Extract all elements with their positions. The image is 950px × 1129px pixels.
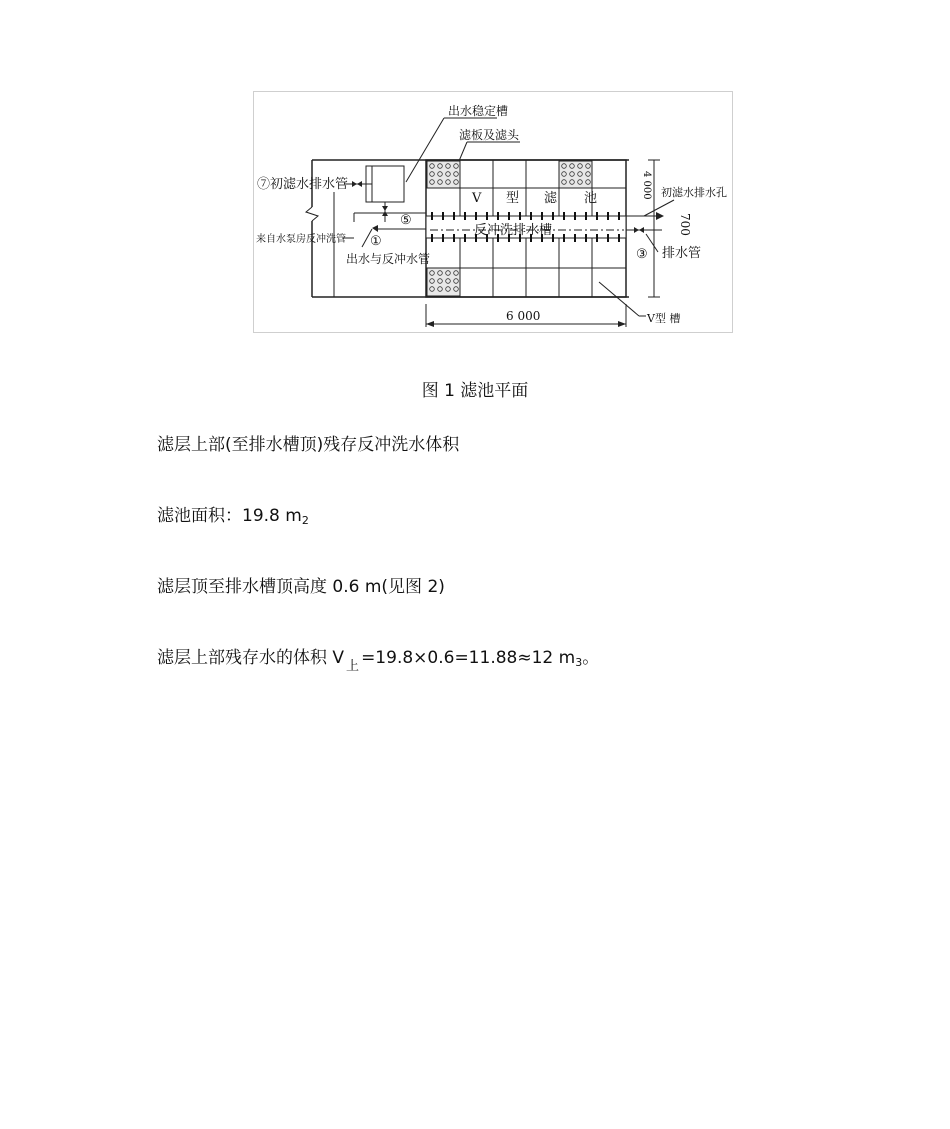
- paragraph-residual-volume: 滤层上部(至排水槽顶)残存反冲洗水体积: [157, 435, 460, 455]
- paragraph-height: 滤层顶至排水槽顶高度 0.6 m(见图 2): [157, 577, 445, 597]
- v-label: V: [472, 191, 482, 206]
- figure-caption: 图 1 滤池平面: [421, 381, 529, 401]
- paragraph-volume-calc: [157, 643, 600, 674]
- leader-line: [599, 282, 639, 316]
- stable-tank-label: 出水稳定槽: [448, 104, 509, 118]
- initial-drain-hole-label: 初滤水排水孔: [661, 186, 727, 199]
- circle-1-label: ①: [370, 234, 382, 249]
- filter-label: 滤: [544, 191, 558, 206]
- valve-icon: [382, 206, 388, 211]
- filter-plan-drawing: [254, 92, 732, 332]
- break-line: [306, 207, 318, 221]
- volume-subscript: 上: [346, 659, 360, 674]
- paragraph-filter-area: [157, 501, 309, 526]
- arrow-icon: [618, 321, 626, 327]
- filter-plate-label: 滤板及滤头: [459, 128, 520, 142]
- filter-plan-figure: [253, 91, 733, 333]
- filter-area-text: 滤池面积：19.8 m: [157, 506, 302, 526]
- dim-700-label: 700: [678, 213, 692, 236]
- dim-4000-label: 4 000: [641, 171, 652, 200]
- leader-line: [459, 142, 467, 161]
- volume-period: 。: [582, 648, 600, 668]
- volume-text: 滤层上部残存水的体积 V: [157, 648, 345, 668]
- area-unit-subscript: 2: [301, 514, 309, 527]
- pool-label: 池: [584, 191, 598, 206]
- dim-6000-label: 6 000: [506, 309, 541, 323]
- backwash-pump-label: 来自水泵房反冲洗管: [256, 234, 346, 245]
- gravel-pattern: [427, 268, 460, 296]
- initial-drain-pipe-label: ⑦初滤水排水管: [257, 177, 349, 192]
- circle-3-label: ③: [636, 247, 648, 262]
- v-trough-label: V型 槽: [647, 312, 681, 325]
- arrow-icon: [656, 212, 664, 220]
- arrow-icon: [426, 321, 434, 327]
- valve-icon: [372, 225, 378, 232]
- backwash-trough-label: 反冲洗排水槽: [474, 223, 553, 238]
- valve-icon: [639, 227, 644, 233]
- type-label: 型: [506, 191, 520, 206]
- circle-5-label: ⑤: [400, 213, 412, 228]
- valve-icon: [634, 227, 639, 233]
- volume-unit-subscript: 3: [575, 656, 583, 669]
- leader-line: [646, 234, 658, 252]
- drain-pipe-label: 排水管: [662, 246, 702, 261]
- outlet-pipe-label: 出水与反冲水管: [346, 252, 431, 266]
- volume-formula: =19.8×0.6=11.88≈12 m: [361, 648, 576, 668]
